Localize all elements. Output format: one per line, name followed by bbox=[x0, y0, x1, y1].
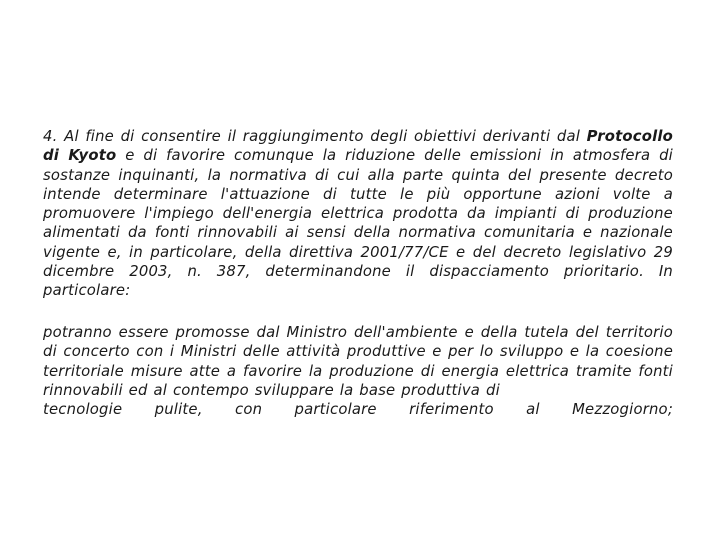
paragraph-measures-text: potranno essere promosse dal Ministro dell'ambiente e della tutela del territorio di concerto con i Ministri delle attività produttive e per lo sviluppo e la coesione territoriale misure atte a favorire la produzione di energia elettrica tramite fonti rinnovabili ed al contempo sviluppare la base produttiva di bbox=[43, 324, 673, 399]
paragraph-measures bbox=[43, 323, 673, 419]
kyoto-protocol-emphasis: Protocollo di Kyoto bbox=[43, 128, 673, 165]
paragraph-article-4 bbox=[43, 127, 673, 301]
paragraph-lead-text: 4. Al fine di consentire il raggiungimento degli obiettivi derivanti dal bbox=[43, 128, 587, 145]
paragraph-body-text: e di favorire comunque la riduzione delle emissioni in atmosfera di sostanze inquinanti, la normativa di cui alla parte quinta del presente decreto intende determinare l'attuazione di tutte le più opportune azioni volte a promuovere l'impiego dell'energia elettrica prodotta da impianti di produzione alimentati da fonti rinnovabili ai sensi della normativa comunitaria e nazionale vigente e, in particolare, della direttiva 2001/77/CE e del decreto legislativo 29 dicembre 2003, n. 387, determinandone il dispacciamento prioritario. In particolare: bbox=[43, 147, 673, 300]
paragraph-measures-last-line: tecnologie pulite, con particolare riferimento al Mezzogiorno; bbox=[43, 401, 673, 419]
